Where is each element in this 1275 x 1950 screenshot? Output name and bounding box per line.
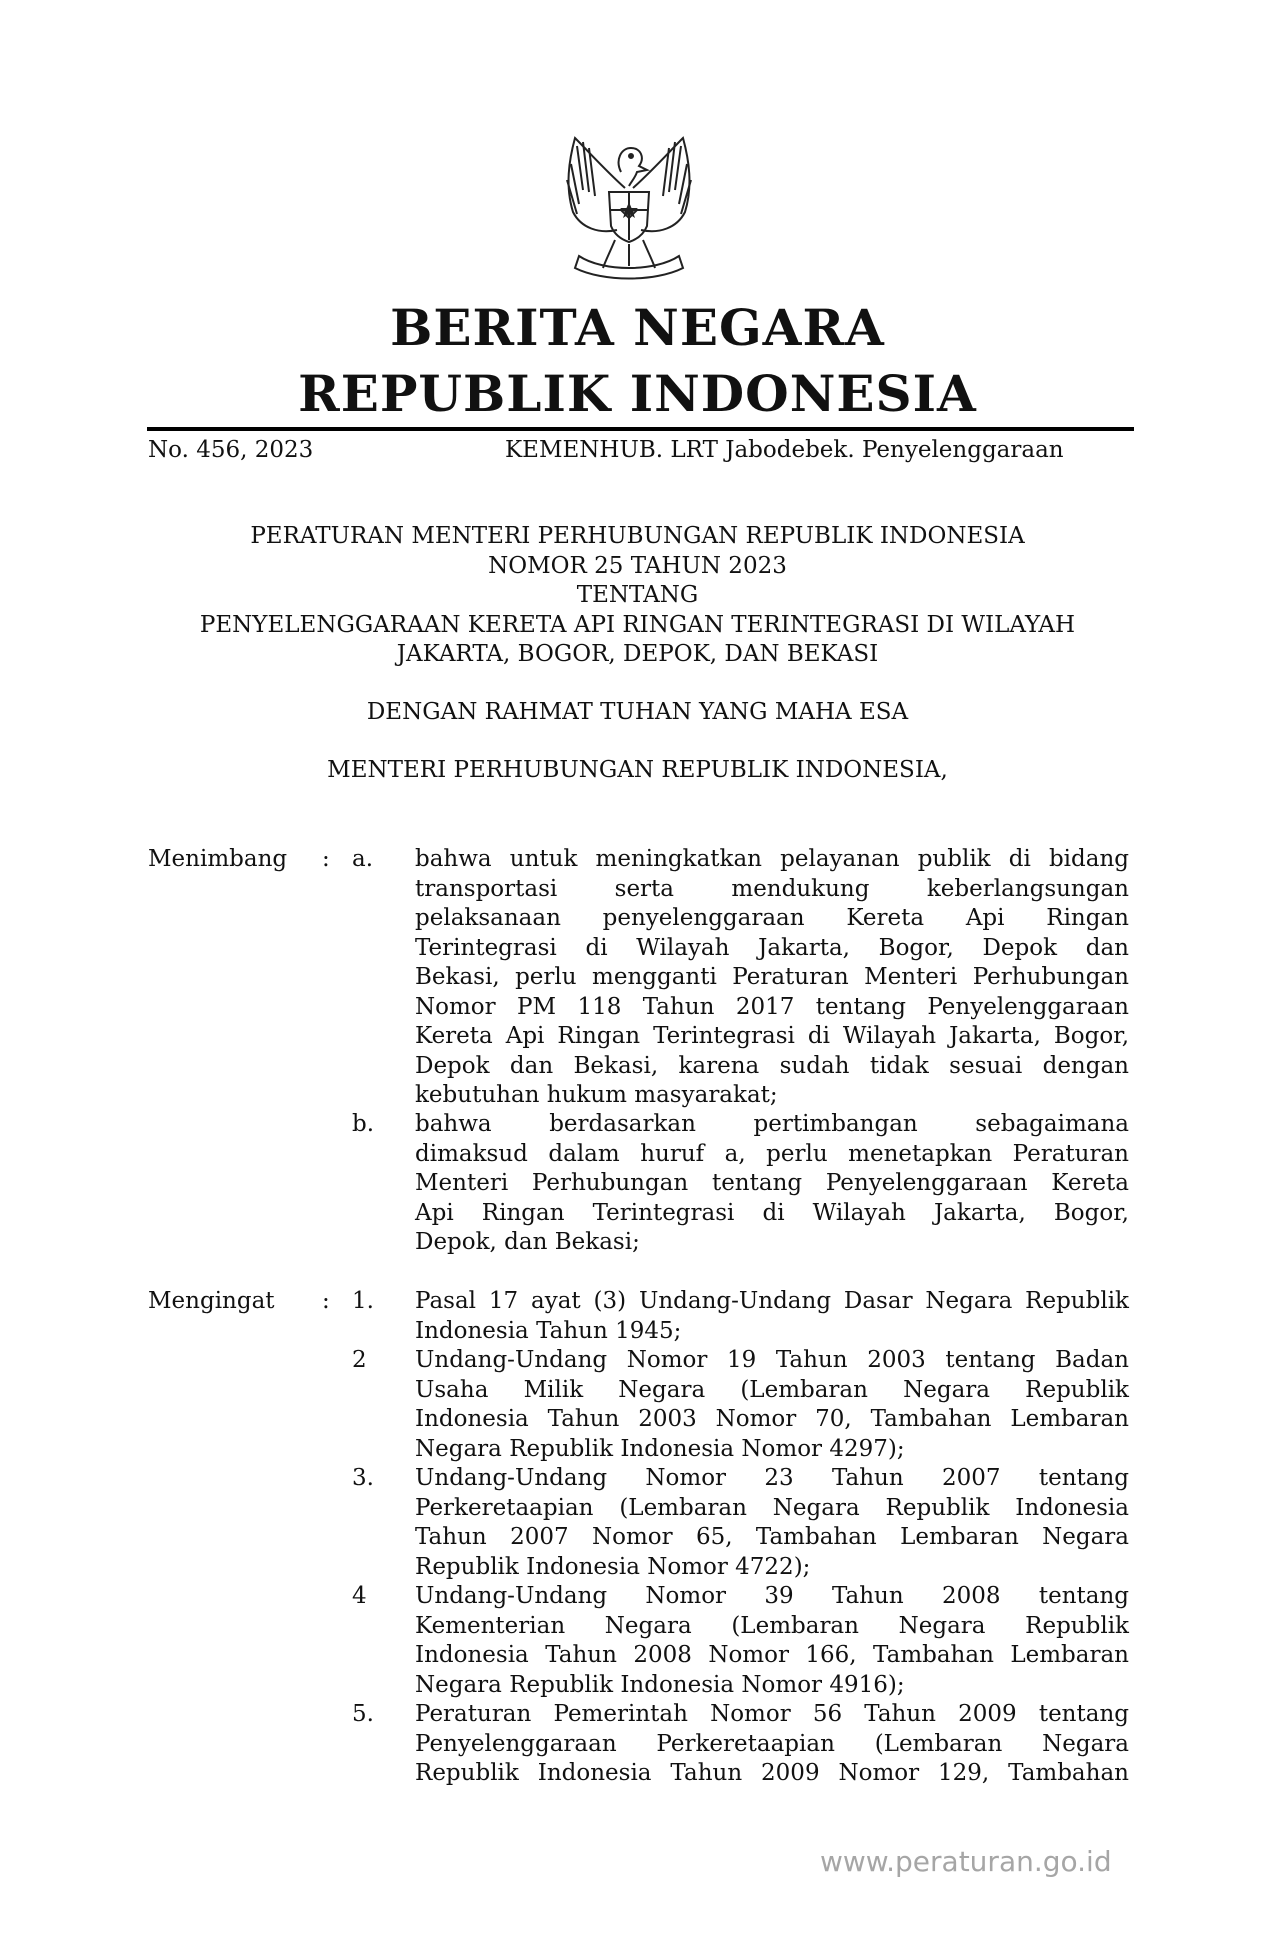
item-marker: a. (352, 846, 374, 872)
footer-url[interactable]: www.peraturan.go.id (820, 1845, 1112, 1878)
mengingat-item-4 (415, 1582, 1129, 1700)
paragraph-line: Negara Republik Indonesia Nomor 4297); (415, 1435, 905, 1462)
paragraph-line: Nomor PM 118 Tahun 2017 tentang Penyelenggaraan (415, 993, 1129, 1020)
mengingat-colon: : (322, 1288, 330, 1314)
paragraph-line: Tahun 2007 Nomor 65, Tambahan Lembaran Negara (415, 1524, 1129, 1550)
menimbang-colon: : (322, 846, 330, 872)
paragraph-line: Api Ringan Terintegrasi di Wilayah Jakarta, Bogor, (415, 1199, 1129, 1226)
menimbang-item-b (415, 1110, 1129, 1258)
title-line: JAKARTA, BOGOR, DEPOK, DAN BEKASI (396, 641, 879, 667)
mengingat-label: Mengingat (148, 1288, 275, 1314)
paragraph-line: Bekasi, perlu mengganti Peraturan Menteri Perhubungan (415, 964, 1129, 990)
paragraph-line: Terintegrasi di Wilayah Jakarta, Bogor, Depok dan (415, 934, 1129, 961)
title-line: TENTANG (576, 582, 699, 608)
paragraph-line: Kementerian Negara (Lembaran Negara Republik (415, 1612, 1129, 1639)
item-marker: b. (352, 1111, 375, 1137)
regulation-title (0, 522, 1275, 670)
item-marker: 5. (352, 1701, 374, 1727)
gazette-number: No. 456, 2023 (148, 437, 314, 463)
title-line: PENYELENGGARAAN KERETA API RINGAN TERINTEGRASI DI WILAYAH (199, 611, 1076, 638)
item-marker: 4 (352, 1583, 367, 1609)
paragraph-line: Republik Indonesia Nomor 4722); (415, 1553, 811, 1580)
paragraph-line: Indonesia Tahun 2003 Nomor 70, Tambahan Lembaran (415, 1406, 1129, 1432)
paragraph-line: Indonesia Tahun 2008 Nomor 166, Tambahan Lembaran (415, 1642, 1129, 1668)
paragraph-line: Perkeretaapian (Lembaran Negara Republik Indonesia (415, 1494, 1129, 1521)
gazette-subject: KEMENHUB. LRT Jabodebek. Penyelenggaraan (505, 437, 1064, 463)
paragraph-line: Depok, dan Bekasi; (415, 1229, 640, 1255)
title-line: NOMOR 25 TAHUN 2023 (488, 552, 787, 579)
title-line: PERATURAN MENTERI PERHUBUNGAN REPUBLIK INDONESIA (250, 523, 1025, 549)
paragraph-line: Penyelenggaraan Perkeretaapian (Lembaran Negara (415, 1730, 1129, 1757)
paragraph-line: Republik Indonesia Tahun 2009 Nomor 129, Tambahan (415, 1760, 1129, 1786)
garuda-emblem-icon (555, 130, 703, 282)
paragraph-line: transportasi serta mendukung keberlangsungan (415, 875, 1129, 902)
paragraph-line: Negara Republik Indonesia Nomor 4916); (415, 1671, 905, 1698)
paragraph-line: Kereta Api Ringan Terintegrasi di Wilayah Jakarta, Bogor, (415, 1023, 1129, 1049)
masthead-title: BERITA NEGARA (390, 298, 885, 357)
mengingat-item-3 (415, 1464, 1129, 1582)
paragraph-line: bahwa untuk meningkatkan pelayanan publik di bidang (415, 846, 1129, 872)
paragraph-line: Undang-Undang Nomor 19 Tahun 2003 tentang Badan (415, 1347, 1129, 1373)
paragraph-line: Undang-Undang Nomor 39 Tahun 2008 tentang (415, 1583, 1129, 1609)
paragraph-line: bahwa berdasarkan pertimbangan sebagaimana (415, 1111, 1129, 1137)
invocation: DENGAN RAHMAT TUHAN YANG MAHA ESA (366, 699, 909, 725)
item-marker: 3. (352, 1465, 374, 1491)
paragraph-line: pelaksanaan penyelenggaraan Kereta Api Ringan (415, 905, 1129, 931)
paragraph-line: Undang-Undang Nomor 23 Tahun 2007 tentang (415, 1465, 1129, 1491)
authority: MENTERI PERHUBUNGAN REPUBLIK INDONESIA, (327, 757, 948, 783)
paragraph-line: dimaksud dalam huruf a, perlu menetapkan Peraturan (415, 1140, 1129, 1167)
mengingat-item-2 (415, 1346, 1129, 1464)
paragraph-line: Pasal 17 ayat (3) Undang-Undang Dasar Negara Republik (415, 1288, 1129, 1314)
menimbang-label: Menimbang (148, 846, 288, 872)
menimbang-item-a (415, 845, 1129, 1111)
paragraph-line: Usaha Milik Negara (Lembaran Negara Republik (415, 1376, 1129, 1403)
paragraph-line: Menteri Perhubungan tentang Penyelenggaraan Kereta (415, 1170, 1129, 1196)
mengingat-item-5 (415, 1700, 1129, 1789)
item-marker: 1. (352, 1288, 374, 1314)
paragraph-line: Depok dan Bekasi, karena sudah tidak sesuai dengan (415, 1052, 1129, 1079)
item-marker: 2 (352, 1347, 367, 1373)
mengingat-item-1 (415, 1287, 1129, 1346)
paragraph-line: Peraturan Pemerintah Nomor 56 Tahun 2009 tentang (415, 1701, 1129, 1727)
paragraph-line: kebutuhan hukum masyarakat; (415, 1082, 778, 1108)
paragraph-line: Indonesia Tahun 1945; (415, 1317, 682, 1344)
masthead-subtitle: REPUBLIK INDONESIA (298, 364, 977, 423)
header-rule (147, 427, 1134, 431)
